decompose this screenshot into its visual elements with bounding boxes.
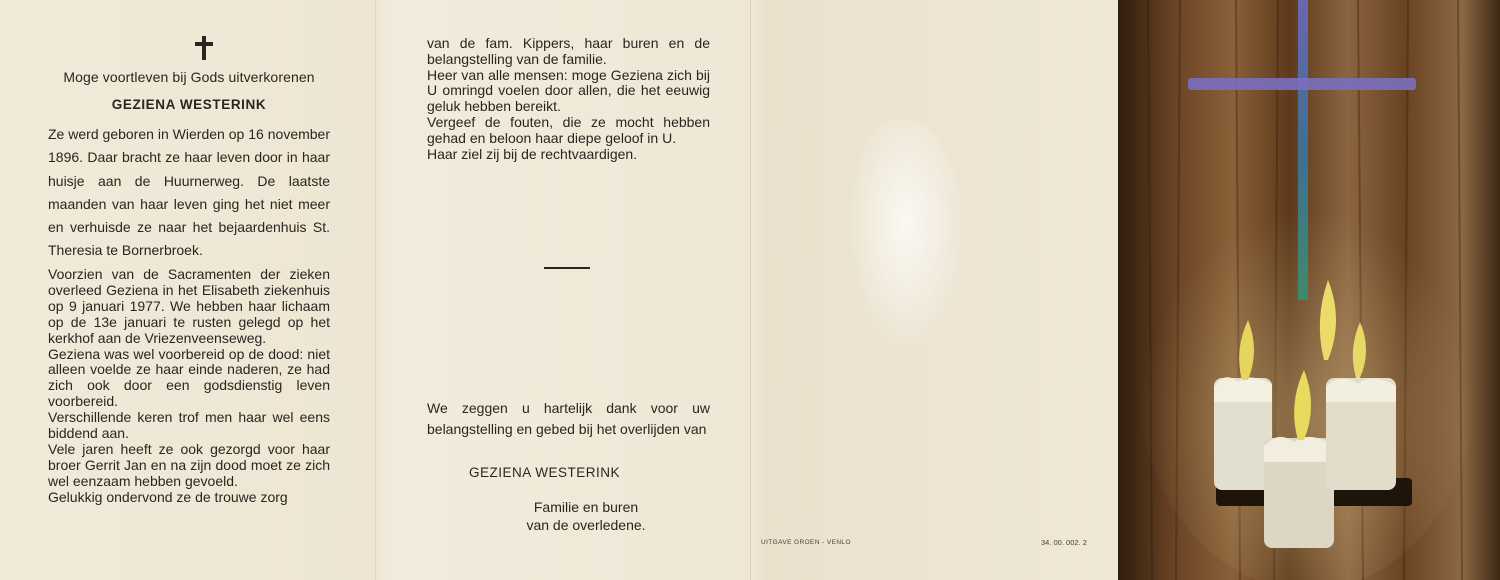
left-text-panel	[0, 0, 375, 580]
biography-paragraph	[48, 123, 330, 263]
deceased-name-repeat: GEZIENA WESTERINK	[468, 465, 621, 480]
cross-horizontal	[1188, 78, 1416, 90]
prayer-text-2: Heer van alle mensen: moge Geziena zich bij U omringd voelen door allen, die het eeuwig geluk hebben bereikt.	[427, 66, 710, 115]
memorial-heading: Moge voortleven bij Gods uitverkorenen	[63, 69, 315, 85]
prayer-text-4: Haar ziel zij bij de rechtvaardigen.	[427, 145, 638, 162]
prayer-paragraph	[427, 36, 710, 162]
passing-text-2: Geziena was wel voorbereid op de dood: niet alleen voelde ze haar einde naderen, ze had zich ook door een godsdienstig leven voorbereid.	[48, 345, 330, 410]
middle-text-panel	[375, 0, 750, 580]
thanks-text: We zeggen u hartelijk dank voor uw belangstelling en gebed bij het overlijden van	[427, 400, 710, 437]
biography-text: Ze werd geboren in Wierden op 16 november 1896. Daar bracht ze haar leven door in haar huisje aan de Huurnerweg. De laatste maanden van haar leven ging het niet meer en verhuisde ze naar het bejaardenhuis St. Theresia te Bornerbroek.	[48, 126, 330, 259]
cross-icon	[193, 36, 215, 60]
divider-line	[544, 267, 590, 269]
candles-cross-painting	[1118, 0, 1500, 580]
product-code: 34. 00. 002. 2	[1041, 538, 1087, 547]
passing-paragraph	[48, 267, 330, 506]
artwork-panel	[1118, 0, 1500, 580]
signature-line-2: van de overledene.	[526, 516, 646, 533]
publisher-label: UITGAVE GROEN - VENLO	[761, 539, 851, 546]
deceased-name: GEZIENA WESTERINK	[111, 97, 267, 112]
back-panel	[750, 0, 1118, 580]
passing-text-5: Gelukkig ondervond ze de trouwe zorg	[48, 488, 288, 505]
cross-vertical	[1298, 0, 1308, 300]
signature	[486, 499, 686, 534]
passing-text-3: Verschillende keren trof men haar wel eens biddend aan.	[48, 409, 330, 442]
prayer-text-1: van de fam. Kippers, haar buren en de belangstelling van de familie.	[427, 35, 710, 67]
paper-stain	[846, 120, 966, 350]
passing-text-1: Voorzien van de Sacramenten der zieken overleed Geziena in het Elisabeth ziekenhuis op 9 januari 1977. We hebben haar lichaam op de 13e januari te rusten gelegd op het kerkhof aan de Vriezenveenseweg.	[48, 266, 330, 346]
signature-line-1: Familie en buren	[533, 499, 639, 515]
prayer-text-3: Vergeef de fouten, die ze mocht hebben gehad en beloon haar diepe geloof in U.	[427, 113, 710, 146]
passing-text-4: Vele jaren heeft ze ook gezorgd voor haar broer Gerrit Jan en na zijn dood moet ze zich wel eenzaam hebben gevoeld.	[48, 440, 330, 489]
